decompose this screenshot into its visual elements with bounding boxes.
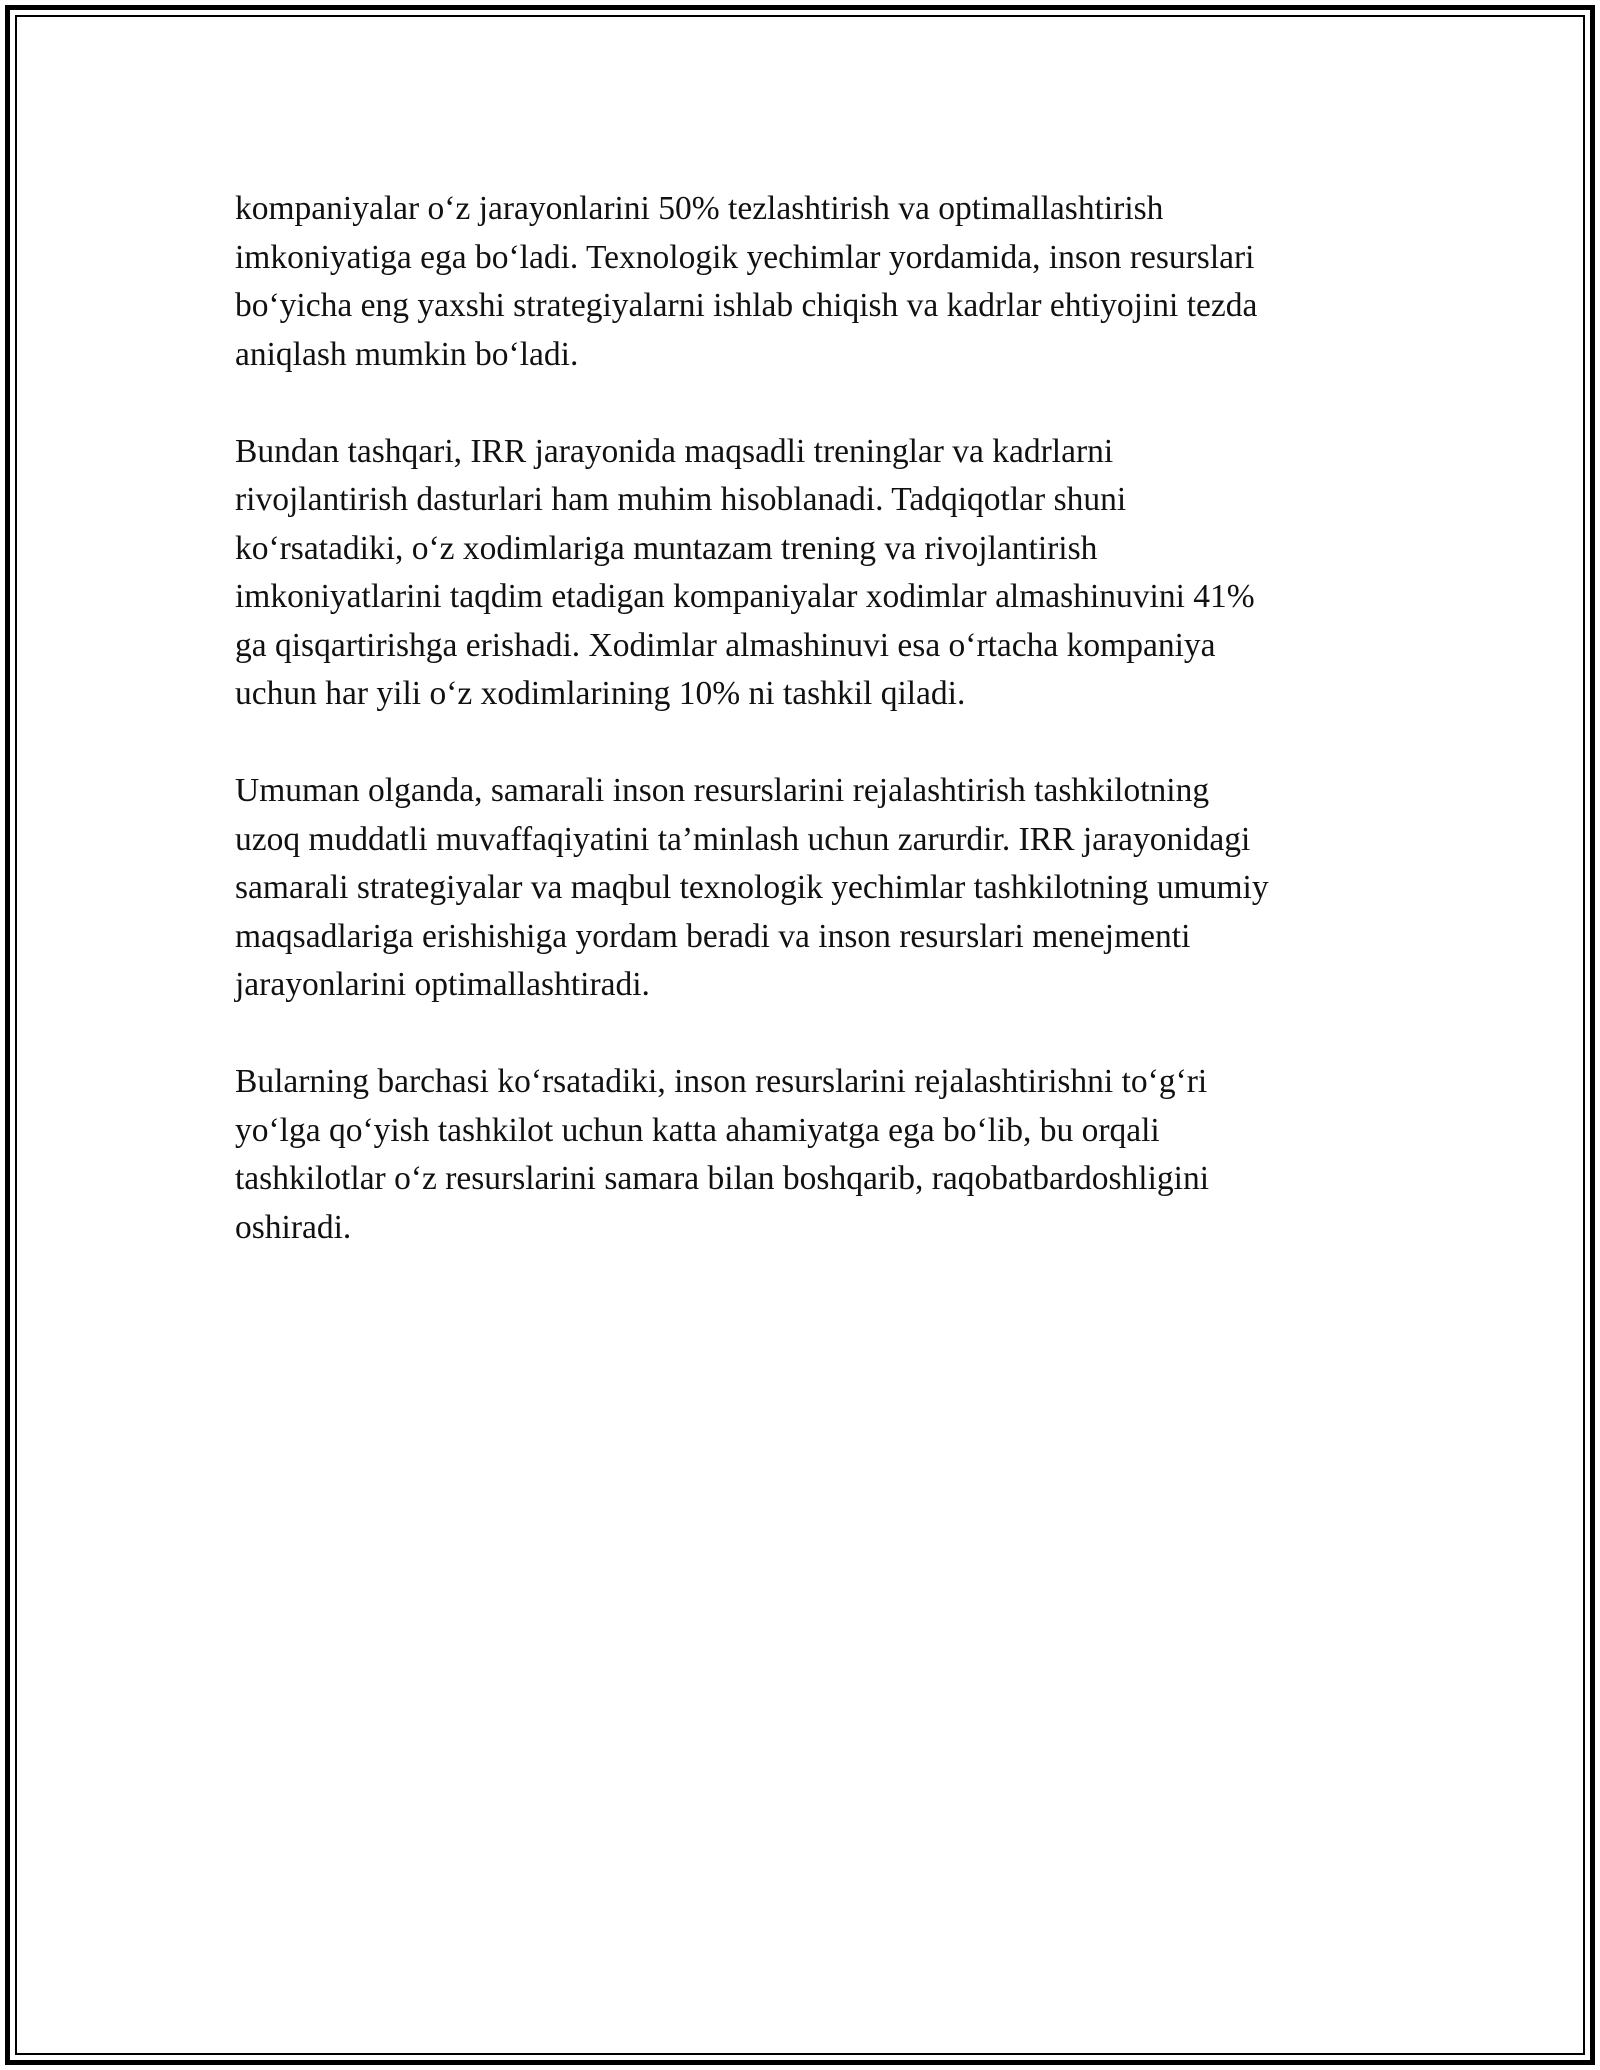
paragraph-2: Bundan tashqari, IRR jarayonida maqsadli treninglar va kadrlarni rivojlantirish dasturlari ham muhim hisoblanadi. Tadqiqotlar shuni ko‘rsatadiki, o‘z xodimlariga muntazam trening va rivojlantirish imkoniyatlarini taqdim etadigan kompaniyalar xodimlar almashinuvini 41% ga qisqartirishga erishadi. Xodimlar almashinuvi esa o‘rtacha kompaniya uchun har yili o‘z xodimlarining 10% ni tashkil qiladi. — [235, 432, 1255, 712]
paragraph-3: Umuman olganda, samarali inson resurslarini rejalashtirish tashkilotning uzoq muddatli muvaffaqiyatini ta’minlash uchun zarurdir. IRR jarayonidagi samarali strategiyalar va maqbul texnologik yechimlar tashkilotning umumiy maqsadlariga erishishiga yordam beradi va inson resurslari menejmenti jarayonlarini optimallashtiradi. — [235, 772, 1269, 1003]
paragraph-4: Bularning barchasi ko‘rsatadiki, inson resurslarini rejalashtirishni to‘g‘ri yo‘lga qo‘yish tashkilot uchun katta ahamiyatga ega bo‘lib, bu orqali tashkilotlar o‘z resurslarini samara bilan boshqarib, raqobatbardoshligini oshiradi. — [235, 1063, 1210, 1246]
paragraph-1: kompaniyalar o‘z jarayonlarini 50% tezlashtirish va optimallashtirish imkoniyatiga ega bo‘ladi. Texnologik yechimlar yordamida, inson resurslari bo‘yicha eng yaxshi strategiyalarni ishlab chiqish va kadrlar ehtiyojini tezda aniqlash mumkin bo‘ladi. — [235, 190, 1258, 373]
document-body — [235, 185, 1395, 1301]
